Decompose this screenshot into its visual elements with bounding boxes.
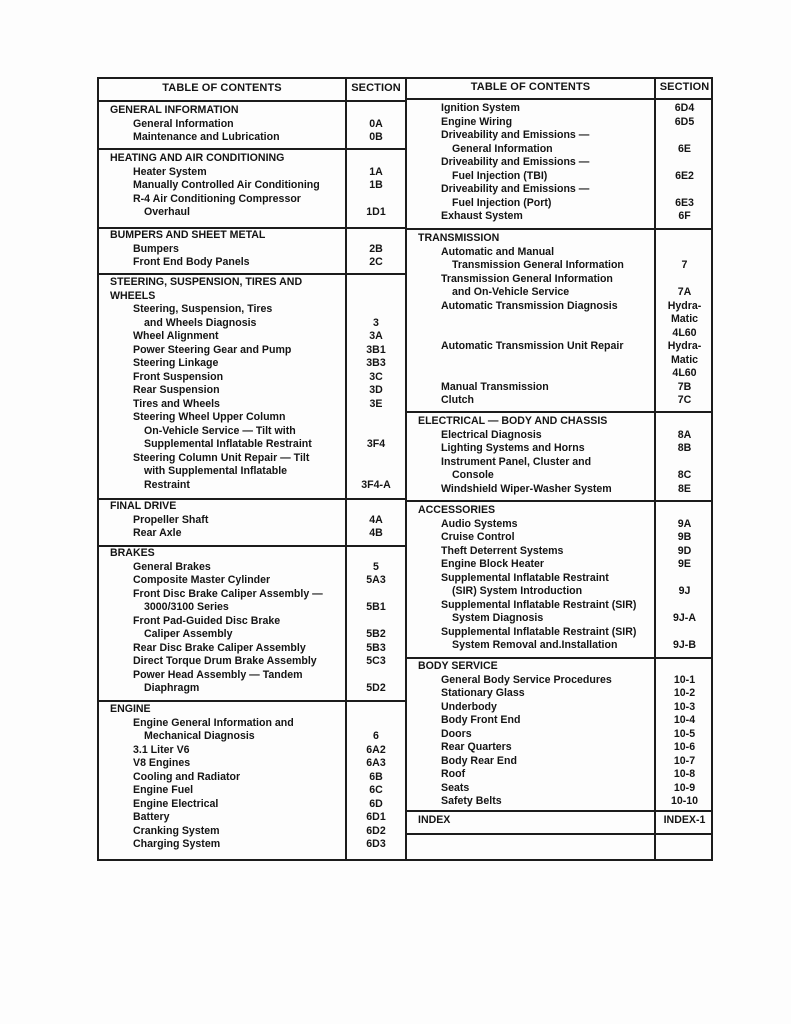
entry-title: Caliper Assembly: [144, 628, 233, 640]
header-rule: [405, 98, 713, 100]
section-code: 3A: [369, 330, 383, 342]
entry-title: Front Pad-Guided Disc Brake: [133, 614, 281, 627]
right-header-title: TABLE OF CONTENTS: [470, 81, 591, 93]
section-code: 8B: [677, 442, 692, 454]
entry-title: Charging System: [133, 838, 221, 850]
entry-title: Windshield Wiper-Washer System: [441, 482, 612, 495]
entry-title: Electrical Diagnosis: [441, 428, 542, 441]
section-code: 4B: [369, 527, 383, 539]
entry-title: Maintenance and Lubrication: [133, 131, 280, 143]
section-code: 7: [681, 259, 688, 271]
section-code: 9J: [678, 585, 691, 597]
entry-title: Fuel Injection (TBI): [452, 169, 548, 182]
entry-title: Roof: [441, 768, 466, 780]
entry-title: Cruise Control: [441, 531, 515, 543]
entry-title: Rear Suspension: [133, 384, 220, 396]
entry-title: Doors: [441, 727, 472, 740]
section-code: 6E3: [675, 196, 694, 209]
entry-title: Tires and Wheels: [133, 397, 220, 410]
section-code: 6D4: [674, 102, 695, 114]
entry-title: Body Front End: [441, 714, 521, 726]
group-title: ELECTRICAL — BODY AND CHASSIS: [418, 415, 608, 427]
section-code: 3F4: [366, 438, 386, 450]
section-code: 10-2: [673, 687, 696, 699]
entry-title: Driveability and Emissions —: [441, 156, 590, 168]
section-code: 10-8: [673, 768, 696, 780]
entry-title: Theft Deterrent Systems: [441, 544, 564, 557]
section-code: 0B: [369, 131, 383, 143]
entry-title: Composite Master Cylinder: [133, 574, 271, 586]
entry-title: Steering Wheel Upper Column: [133, 411, 286, 423]
section-code: 10-10: [670, 795, 699, 807]
section-code: 5B3: [366, 641, 386, 654]
section-code: 6F: [678, 210, 691, 222]
entry-title: Front End Body Panels: [133, 256, 250, 268]
entry-title: Supplemental Inflatable Restraint: [441, 571, 609, 584]
entry-title: Engine Wiring: [441, 115, 513, 128]
section-code: 8A: [677, 428, 692, 441]
group-divider: [97, 148, 407, 150]
entry-title: Power Head Assembly — Tandem: [133, 668, 303, 681]
entry-title: Mechanical Diagnosis: [144, 730, 255, 742]
entry-title: Engine General Information and: [133, 716, 294, 729]
entry-title: Supplemental Inflatable Restraint: [144, 438, 312, 450]
group-divider: [405, 657, 713, 659]
section-code: Hydra-: [667, 299, 702, 312]
section-code: 5C3: [366, 655, 386, 667]
section-code: 5D2: [366, 682, 386, 694]
entry-title: General Body Service Procedures: [441, 673, 612, 686]
entry-title: Restraint: [144, 478, 190, 491]
group-title: FINAL DRIVE: [110, 500, 177, 512]
section-code: 9E: [678, 558, 691, 570]
entry-title: Manually Controlled Air Conditioning: [133, 179, 320, 191]
entry-title: General Brakes: [133, 560, 211, 573]
entry-title: Engine Electrical: [133, 797, 219, 810]
section-code: 8C: [677, 469, 692, 481]
section-code: 6: [373, 730, 379, 742]
section-code: 6A3: [366, 757, 386, 769]
entry-title: Steering Linkage: [133, 357, 219, 369]
section-code: 9D: [677, 544, 692, 557]
entry-title: Safety Belts: [441, 795, 502, 807]
group-title: INDEX: [418, 814, 451, 826]
entry-title: and On-Vehicle Service: [452, 286, 570, 298]
section-code: 10-4: [673, 714, 696, 726]
entry-title: Propeller Shaft: [133, 513, 209, 526]
section-code: 6D2: [366, 824, 386, 837]
entry-title: Ignition System: [441, 102, 520, 114]
entry-title: Cranking System: [133, 824, 220, 837]
entry-title: Cooling and Radiator: [133, 770, 241, 783]
entry-title: On-Vehicle Service — Tilt with: [144, 424, 296, 437]
section-code: 7C: [677, 394, 692, 406]
entry-title: General Information: [452, 142, 553, 155]
entry-title: 3000/3100 Series: [144, 601, 229, 613]
entry-title: Automatic and Manual: [441, 245, 555, 258]
entry-title: Diaphragm: [144, 682, 200, 694]
group-divider: [97, 700, 407, 702]
entry-title: with Supplemental Inflatable: [144, 465, 288, 477]
section-code: 2C: [369, 256, 383, 268]
right-header-section: SECTION: [659, 81, 710, 93]
section-code: 1A: [369, 165, 383, 178]
section-code: 4A: [369, 513, 383, 526]
section-code: 4L60: [672, 367, 697, 379]
section-code: 5B1: [366, 601, 386, 613]
section-code: 9B: [677, 531, 692, 543]
entry-title: Automatic Transmission Unit Repair: [441, 340, 624, 352]
entry-title: Manual Transmission: [441, 380, 549, 393]
section-code: 9J-B: [673, 639, 696, 651]
section-code: 6E2: [675, 169, 694, 182]
entry-title: Automatic Transmission Diagnosis: [441, 299, 618, 312]
column-divider: [405, 77, 407, 861]
section-code: 1B: [369, 179, 383, 191]
entry-title: Seats: [441, 781, 470, 794]
group-divider: [405, 500, 713, 502]
entry-title: Power Steering Gear and Pump: [133, 343, 292, 356]
header-rule: [97, 100, 407, 102]
section-code: 10-5: [673, 727, 696, 740]
section-code: 3D: [369, 384, 383, 396]
entry-title: System Removal and.Installation: [452, 639, 618, 651]
group-title: WHEELS: [110, 289, 156, 302]
section-code: 6B: [369, 770, 383, 783]
entry-title: Steering Column Unit Repair — Tilt: [133, 451, 310, 464]
section-code: 0A: [369, 117, 383, 130]
group-divider: [97, 273, 407, 275]
entry-title: Lighting Systems and Horns: [441, 442, 585, 454]
entry-title: System Diagnosis: [452, 612, 544, 624]
section-code: 7B: [677, 380, 692, 393]
section-code: 10-3: [673, 700, 696, 713]
section-code: 5B2: [366, 628, 386, 640]
entry-title: Body Rear End: [441, 754, 517, 767]
section-code: 2B: [369, 242, 383, 255]
section-code: 6D3: [366, 838, 386, 850]
section-code: 10-7: [673, 754, 696, 767]
section-code: 3B3: [366, 357, 386, 369]
section-code: 6C: [369, 784, 383, 796]
left-header-section: SECTION: [351, 82, 401, 94]
entry-title: Driveability and Emissions —: [441, 183, 590, 195]
group-title: BRAKES: [110, 547, 155, 559]
entry-title: Transmission General Information: [441, 272, 613, 285]
section-code: 9J-A: [673, 612, 696, 624]
section-code: 5: [373, 560, 379, 573]
section-code: Matic: [670, 313, 699, 325]
entry-title: Battery: [133, 811, 170, 823]
entry-title: Exhaust System: [441, 210, 523, 222]
entry-title: Front Disc Brake Caliper Assembly —: [133, 587, 323, 600]
entry-title: Clutch: [441, 394, 474, 406]
entry-title: (SIR) System Introduction: [452, 585, 583, 597]
section-code: INDEX-1: [663, 814, 706, 826]
entry-title: Engine Block Heater: [441, 558, 545, 570]
section-code: 10-1: [673, 673, 696, 686]
entry-title: Supplemental Inflatable Restraint (SIR): [441, 625, 637, 638]
entry-title: Bumpers: [133, 242, 179, 255]
section-code: 10-6: [673, 741, 696, 753]
section-code: 6D: [369, 797, 383, 810]
entry-title: Console: [452, 469, 494, 481]
group-title: BODY SERVICE: [418, 660, 498, 672]
entry-title: Transmission General Information: [452, 259, 624, 271]
section-code: 1D1: [366, 206, 386, 218]
section-code: Hydra-: [667, 340, 702, 352]
entry-title: Instrument Panel, Cluster and: [441, 455, 592, 468]
section-code: 3B1: [366, 343, 386, 356]
section-code: 8E: [678, 482, 691, 495]
group-title: BUMPERS AND SHEET METAL: [110, 229, 266, 241]
group-divider: [405, 833, 713, 835]
entry-title: Direct Torque Drum Brake Assembly: [133, 655, 317, 667]
entry-title: Wheel Alignment: [133, 330, 219, 342]
entry-title: and Wheels Diagnosis: [144, 316, 257, 329]
entry-title: Heater System: [133, 165, 207, 178]
group-title: GENERAL INFORMATION: [110, 104, 239, 116]
entry-title: Front Suspension: [133, 370, 224, 383]
group-title: HEATING AND AIR CONDITIONING: [110, 152, 285, 164]
entry-title: Stationary Glass: [441, 687, 525, 699]
entry-title: Engine Fuel: [133, 784, 194, 796]
group-title: ENGINE: [110, 703, 151, 715]
section-code: 6A2: [366, 743, 386, 756]
entry-title: Fuel Injection (Port): [452, 196, 552, 209]
section-code: 9A: [677, 517, 692, 530]
section-code: 3F4-A: [361, 478, 391, 491]
entry-title: Rear Axle: [133, 527, 182, 539]
section-code: 10-9: [673, 781, 696, 794]
group-divider: [405, 228, 713, 230]
group-title: STEERING, SUSPENSION, TIRES AND: [110, 276, 303, 288]
entry-title: 3.1 Liter V6: [133, 743, 190, 756]
entry-title: Steering, Suspension, Tires: [133, 303, 273, 315]
group-title: TRANSMISSION: [418, 232, 500, 244]
entry-title: Underbody: [441, 700, 497, 713]
group-divider: [405, 810, 713, 812]
section-code: Matic: [670, 353, 699, 366]
entry-title: Driveability and Emissions —: [441, 129, 590, 141]
group-title: ACCESSORIES: [418, 504, 496, 516]
section-code: 6D5: [674, 115, 695, 128]
section-code: 5A3: [366, 574, 386, 586]
entry-title: Supplemental Inflatable Restraint (SIR): [441, 598, 637, 611]
left-header-title: TABLE OF CONTENTS: [162, 82, 282, 94]
section-code: 3C: [369, 370, 383, 383]
entry-title: Rear Quarters: [441, 741, 512, 753]
section-code: 7A: [677, 286, 692, 298]
entry-title: General Information: [133, 117, 234, 130]
section-code: 6D1: [366, 811, 386, 823]
entry-title: Rear Disc Brake Caliper Assembly: [133, 641, 306, 654]
section-code: 3E: [369, 397, 383, 410]
section-code: 3: [373, 316, 379, 329]
section-code: 4L60: [672, 326, 697, 339]
group-divider: [405, 411, 713, 413]
section-code: 6E: [678, 142, 691, 155]
entry-title: Audio Systems: [441, 517, 518, 530]
entry-title: Overhaul: [144, 206, 190, 218]
entry-title: R-4 Air Conditioning Compressor: [133, 192, 301, 205]
entry-title: V8 Engines: [133, 757, 191, 769]
